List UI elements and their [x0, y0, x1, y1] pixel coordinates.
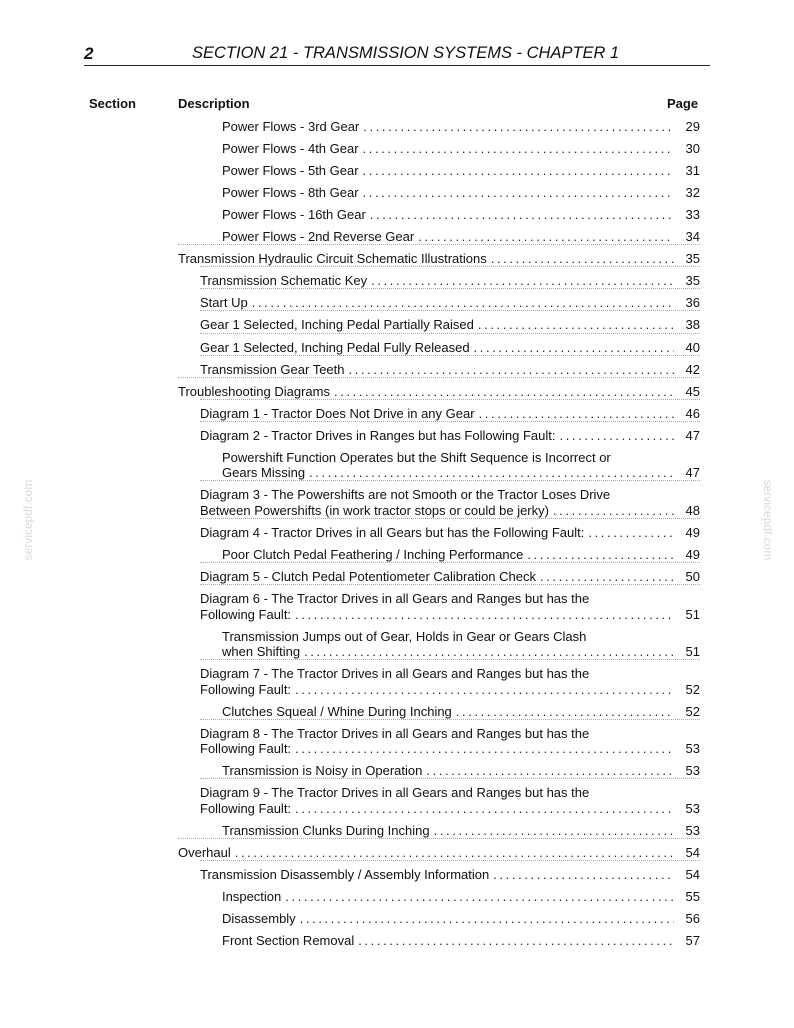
toc-entry [178, 384, 700, 400]
entry-page-number: 30 [685, 141, 700, 157]
entry-page-number: 53 [685, 763, 700, 779]
toc-entry [200, 317, 700, 333]
dot-leader [285, 889, 674, 905]
entry-separator [200, 860, 700, 861]
dot-leader [235, 845, 674, 861]
toc-entry [222, 889, 700, 905]
entry-title: Following Fault: [200, 606, 292, 622]
entry-page-number: 55 [685, 889, 700, 904]
toc-entry [222, 185, 700, 201]
entry-title: when Shifting [222, 644, 301, 660]
dot-leader [493, 867, 674, 883]
toc-entry [222, 141, 700, 157]
entry-title: Front Section Removal [222, 933, 355, 949]
entry-title: Transmission Disassembly / Assembly Information [200, 866, 490, 882]
dot-leader [363, 141, 674, 157]
entry-title: Diagram 5 - Clutch Pedal Potentiometer Calibration Check [200, 568, 536, 584]
entry-separator [200, 562, 700, 563]
entry-separator [178, 244, 700, 245]
toc-entry [178, 251, 700, 267]
entry-page-number: 56 [685, 911, 700, 927]
entry-page-number: 36 [685, 295, 700, 311]
entry-page-number: 50 [685, 568, 700, 584]
entry-separator [200, 584, 700, 585]
toc-entry [222, 207, 700, 223]
toc-entry [222, 163, 700, 179]
watermark-left: servicepdf.com [21, 479, 35, 561]
entry-separator [200, 355, 700, 356]
entry-title: Diagram 1 - Tractor Does Not Drive in any Gear [200, 405, 475, 421]
entry-title: Power Flows - 5th Gear [222, 163, 359, 179]
dot-leader [295, 801, 674, 817]
entry-page-number: 34 [685, 229, 700, 245]
entry-separator [200, 266, 700, 267]
toc-entry [222, 763, 700, 779]
dot-leader [300, 911, 674, 927]
toc-entry [200, 340, 700, 356]
entry-separator [178, 838, 700, 839]
entry-page-number: 47 [685, 427, 700, 443]
toc-entry [222, 119, 700, 135]
toc-entry [222, 629, 700, 660]
entry-title: Power Flows - 2nd Reverse Gear [222, 229, 415, 245]
entry-page-number: 53 [685, 800, 700, 816]
entry-separator [200, 310, 700, 311]
entry-title: Power Flows - 4th Gear [222, 141, 359, 157]
toc-entry [222, 933, 700, 949]
entry-title: Poor Clutch Pedal Feathering / Inching Performance [222, 546, 524, 562]
entry-title: Gears Missing [222, 465, 306, 481]
entry-title: Troubleshooting Diagrams [178, 383, 330, 399]
entry-title: Transmission Gear Teeth [200, 361, 345, 377]
entry-separator [200, 333, 700, 334]
header-rule [84, 65, 710, 66]
dot-leader [358, 933, 674, 949]
page-number: 2 [84, 44, 94, 63]
entry-separator [200, 288, 700, 289]
entry-title-line: Diagram 9 - The Tractor Drives in all Gears and Ranges but has the [200, 785, 590, 801]
entry-title: Following Fault: [200, 800, 292, 816]
entry-page-number: 40 [685, 339, 700, 355]
entry-title-line: Powershift Function Operates but the Shift Sequence is Incorrect or [222, 449, 611, 465]
entry-page-number: 49 [685, 524, 700, 540]
dot-leader [553, 503, 674, 519]
toc-entry [200, 569, 700, 585]
dot-leader [426, 763, 674, 779]
column-header-page: Page [667, 96, 699, 111]
toc-entry [200, 406, 700, 422]
entry-page-number: 38 [685, 317, 700, 333]
dot-leader [478, 317, 674, 333]
entry-page-number: 53 [685, 822, 700, 838]
entry-title-line: Diagram 6 - The Tractor Drives in all Gears and Ranges but has the [200, 591, 590, 606]
dot-leader [474, 340, 674, 356]
entry-page-number: 54 [685, 844, 700, 860]
entry-page-number: 32 [685, 185, 700, 201]
entry-title-line: Diagram 8 - The Tractor Drives in all Gears and Ranges but has the [200, 725, 590, 741]
toc-entry [222, 547, 700, 563]
entry-title: Power Flows - 16th Gear [222, 207, 366, 223]
entry-page-number: 51 [685, 644, 700, 660]
toc-entry [200, 785, 700, 816]
column-header-section: Section [89, 96, 136, 111]
entry-title: Transmission Schematic Key [200, 273, 368, 289]
dot-leader [349, 362, 674, 378]
entry-title: Power Flows - 8th Gear [222, 185, 359, 201]
entry-title: Transmission Hydraulic Circuit Schematic Illustrations [178, 251, 487, 267]
entry-page-number: 47 [685, 465, 700, 481]
entry-page-number: 45 [685, 383, 700, 399]
toc-entry [200, 295, 700, 311]
toc-entry [222, 450, 700, 481]
dot-leader [588, 525, 674, 541]
toc-entry [222, 229, 700, 245]
entry-separator [200, 480, 700, 481]
entry-title: Diagram 2 - Tractor Drives in Ranges but has Following Fault: [200, 427, 556, 443]
entry-page-number: 29 [685, 119, 700, 134]
entry-separator [200, 518, 700, 519]
entry-page-number: 57 [685, 933, 700, 949]
toc-entry [200, 726, 700, 757]
dot-leader [295, 741, 674, 757]
dot-leader [309, 465, 674, 481]
entry-title: Transmission Clunks During Inching [222, 822, 430, 838]
dot-leader [491, 251, 674, 267]
dot-leader [434, 823, 674, 839]
entry-page-number: 42 [685, 361, 700, 377]
dot-leader [363, 185, 674, 201]
dot-leader [540, 569, 674, 585]
toc-entry [200, 273, 700, 289]
entry-title: Start Up [200, 295, 248, 311]
entry-page-number: 35 [685, 273, 700, 289]
entry-page-number: 54 [685, 866, 700, 882]
dot-leader [559, 428, 674, 444]
entry-title: Power Flows - 3rd Gear [222, 119, 360, 134]
dot-leader [363, 163, 674, 179]
dot-leader [418, 229, 674, 245]
toc-entry [200, 591, 700, 622]
entry-page-number: 53 [685, 741, 700, 757]
column-header-description: Description [178, 96, 250, 111]
entry-title: Inspection [222, 889, 282, 904]
dot-leader [371, 273, 674, 289]
toc-entry [200, 666, 700, 697]
entry-title: Overhaul [178, 844, 231, 860]
page-title: SECTION 21 - TRANSMISSION SYSTEMS - CHAPTER 1 [192, 44, 620, 62]
entry-title-line: Diagram 7 - The Tractor Drives in all Gears and Ranges but has the [200, 666, 590, 682]
entry-title-line: Diagram 3 - The Powershifts are not Smooth or the Tractor Loses Drive [200, 487, 611, 503]
entry-title: Clutches Squeal / Whine During Inching [222, 703, 452, 719]
dot-leader [295, 682, 674, 698]
entry-page-number: 49 [685, 546, 700, 562]
entry-title: Disassembly [222, 911, 296, 927]
toc-entry [200, 487, 700, 518]
entry-separator [178, 377, 700, 378]
entry-page-number: 46 [685, 405, 700, 421]
entry-page-number: 48 [685, 502, 700, 518]
dot-leader [252, 295, 674, 311]
dot-leader [479, 406, 674, 422]
entry-title: Following Fault: [200, 681, 292, 697]
entry-page-number: 52 [685, 703, 700, 719]
entry-separator [200, 421, 700, 422]
entry-separator [200, 719, 700, 720]
toc-entry [200, 362, 700, 378]
dot-leader [295, 607, 674, 623]
entry-separator [200, 659, 700, 660]
entry-separator [200, 399, 700, 400]
entry-separator [200, 778, 700, 779]
dot-leader [527, 547, 674, 563]
dot-leader [304, 644, 674, 660]
entry-title-line: Transmission Jumps out of Gear, Holds in Gear or Gears Clash [222, 628, 587, 644]
entry-page-number: 31 [685, 163, 700, 179]
entry-page-number: 52 [685, 681, 700, 697]
dot-leader [456, 704, 674, 720]
entry-page-number: 51 [685, 606, 700, 622]
entry-title: Gear 1 Selected, Inching Pedal Fully Released [200, 339, 470, 355]
dot-leader [363, 119, 674, 135]
toc-entry [178, 845, 700, 861]
entry-title: Gear 1 Selected, Inching Pedal Partially Raised [200, 317, 474, 333]
toc-entry [200, 525, 700, 541]
dot-leader [370, 207, 674, 223]
toc-entry [222, 823, 700, 839]
entry-page-number: 33 [685, 207, 700, 223]
watermark-right: servicepdf.com [761, 479, 775, 561]
entry-title: Transmission is Noisy in Operation [222, 763, 423, 779]
dot-leader [334, 384, 674, 400]
entry-title: Following Fault: [200, 741, 292, 757]
toc-entry [222, 911, 700, 927]
toc-entry [200, 428, 700, 444]
entry-page-number: 35 [685, 251, 700, 267]
toc-entry [200, 867, 700, 883]
entry-title: Between Powershifts (in work tractor stops or could be jerky) [200, 502, 549, 518]
toc-entry [222, 704, 700, 720]
entry-title: Diagram 4 - Tractor Drives in all Gears but has the Following Fault: [200, 524, 585, 540]
